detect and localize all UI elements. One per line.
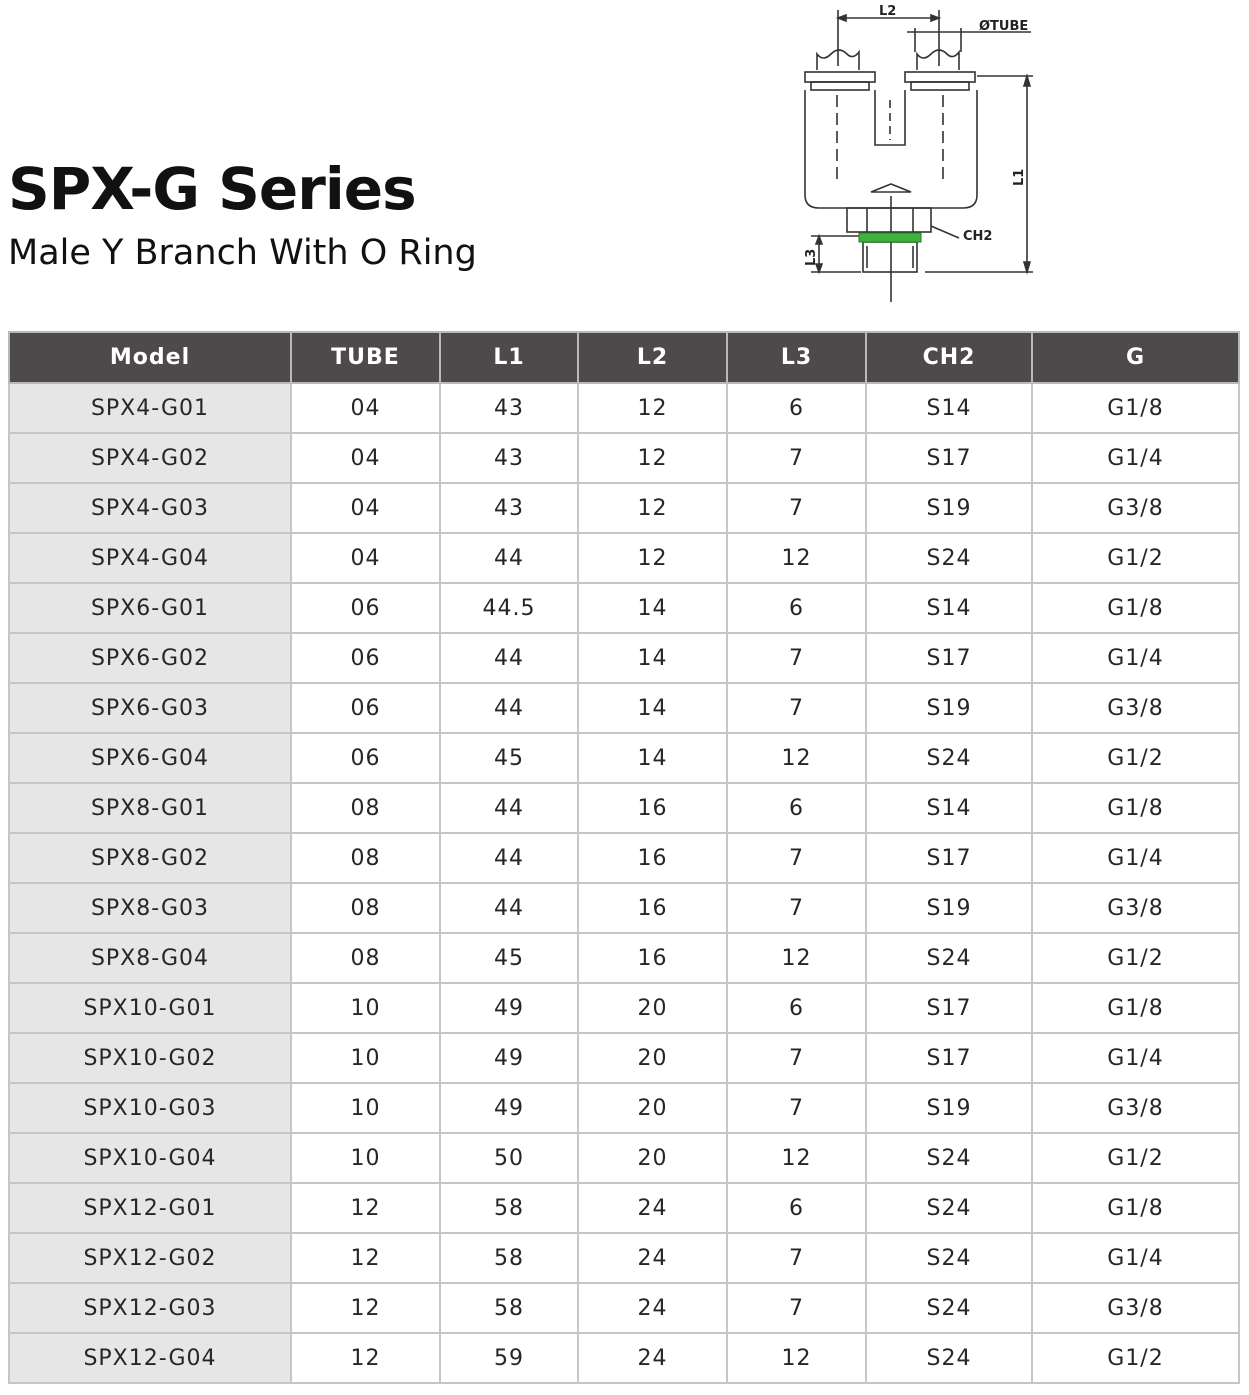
- cell-l2: 12: [578, 383, 727, 433]
- cell-tube: 06: [291, 683, 440, 733]
- cell-model: SPX8-G01: [9, 783, 291, 833]
- specification-table: [8, 331, 1240, 1384]
- cell-l1: 44.5: [440, 583, 578, 633]
- cell-model: SPX10-G02: [9, 1033, 291, 1083]
- table-header-row: [9, 332, 1239, 383]
- cell-model: SPX8-G02: [9, 833, 291, 883]
- cell-l3: 7: [727, 1083, 866, 1133]
- cell-g: G1/8: [1032, 383, 1239, 433]
- cell-tube: 04: [291, 433, 440, 483]
- cell-model: SPX6-G01: [9, 583, 291, 633]
- column-header-model: Model: [9, 332, 291, 383]
- cell-tube: 06: [291, 733, 440, 783]
- cell-l3: 7: [727, 683, 866, 733]
- cell-ch2: S19: [866, 683, 1032, 733]
- cell-ch2: S24: [866, 933, 1032, 983]
- cell-model: SPX12-G04: [9, 1333, 291, 1383]
- cell-g: G1/4: [1032, 833, 1239, 883]
- cell-g: G1/4: [1032, 1033, 1239, 1083]
- cell-l1: 43: [440, 483, 578, 533]
- cell-g: G1/4: [1032, 1233, 1239, 1283]
- cell-l2: 14: [578, 733, 727, 783]
- cell-g: G1/2: [1032, 1333, 1239, 1383]
- cell-tube: 12: [291, 1233, 440, 1283]
- cell-l1: 49: [440, 1033, 578, 1083]
- cell-tube: 10: [291, 983, 440, 1033]
- table-row: [9, 383, 1239, 433]
- table-row: [9, 733, 1239, 783]
- cell-ch2: S24: [866, 733, 1032, 783]
- cell-l2: 12: [578, 533, 727, 583]
- cell-tube: 12: [291, 1333, 440, 1383]
- cell-l2: 24: [578, 1183, 727, 1233]
- cell-l2: 12: [578, 433, 727, 483]
- cell-l3: 12: [727, 1333, 866, 1383]
- cell-ch2: S17: [866, 633, 1032, 683]
- cell-l1: 44: [440, 833, 578, 883]
- cell-ch2: S24: [866, 1133, 1032, 1183]
- cell-ch2: S14: [866, 383, 1032, 433]
- cell-g: G1/2: [1032, 933, 1239, 983]
- cell-model: SPX10-G01: [9, 983, 291, 1033]
- cell-tube: 04: [291, 483, 440, 533]
- cell-l3: 7: [727, 1233, 866, 1283]
- cell-g: G3/8: [1032, 1083, 1239, 1133]
- table-row: [9, 433, 1239, 483]
- table-body: [9, 383, 1239, 1383]
- column-header-g: G: [1032, 332, 1239, 383]
- column-header-l2: L2: [578, 332, 727, 383]
- cell-ch2: S17: [866, 983, 1032, 1033]
- cell-l3: 6: [727, 583, 866, 633]
- cell-tube: 08: [291, 933, 440, 983]
- cell-tube: 08: [291, 883, 440, 933]
- cell-l2: 24: [578, 1283, 727, 1333]
- cell-l3: 12: [727, 933, 866, 983]
- cell-l1: 50: [440, 1133, 578, 1183]
- cell-ch2: S17: [866, 1033, 1032, 1083]
- cell-l3: 7: [727, 433, 866, 483]
- table-row: [9, 633, 1239, 683]
- cell-g: G1/8: [1032, 783, 1239, 833]
- cell-l3: 7: [727, 1033, 866, 1083]
- table-row: [9, 683, 1239, 733]
- cell-ch2: S24: [866, 533, 1032, 583]
- cell-tube: 08: [291, 783, 440, 833]
- cell-l1: 44: [440, 783, 578, 833]
- cell-l2: 20: [578, 983, 727, 1033]
- cell-l1: 45: [440, 733, 578, 783]
- fitting-dimension-diagram: [795, 0, 1045, 310]
- cell-model: SPX10-G04: [9, 1133, 291, 1183]
- cell-ch2: S24: [866, 1283, 1032, 1333]
- table-row: [9, 483, 1239, 533]
- cell-l2: 14: [578, 633, 727, 683]
- cell-l3: 6: [727, 1183, 866, 1233]
- column-header-ch2: CH2: [866, 332, 1032, 383]
- cell-l3: 7: [727, 633, 866, 683]
- cell-ch2: S19: [866, 883, 1032, 933]
- cell-tube: 12: [291, 1183, 440, 1233]
- page-subtitle: Male Y Branch With O Ring: [8, 233, 477, 273]
- cell-l2: 16: [578, 833, 727, 883]
- cell-l1: 58: [440, 1283, 578, 1333]
- cell-l3: 6: [727, 983, 866, 1033]
- cell-l2: 14: [578, 583, 727, 633]
- cell-l1: 44: [440, 883, 578, 933]
- cell-tube: 08: [291, 833, 440, 883]
- cell-l3: 7: [727, 1283, 866, 1333]
- cell-model: SPX8-G04: [9, 933, 291, 983]
- cell-g: G1/2: [1032, 533, 1239, 583]
- cell-l3: 12: [727, 733, 866, 783]
- cell-l2: 16: [578, 883, 727, 933]
- column-header-l3: L3: [727, 332, 866, 383]
- cell-l2: 24: [578, 1333, 727, 1383]
- cell-g: G3/8: [1032, 883, 1239, 933]
- cell-l3: 12: [727, 533, 866, 583]
- page-title: SPX-G Series: [8, 155, 416, 223]
- ch2-label: CH2: [963, 229, 993, 244]
- table-row: [9, 1083, 1239, 1133]
- l2-label: L2: [879, 4, 897, 19]
- cell-g: G3/8: [1032, 683, 1239, 733]
- cell-tube: 06: [291, 633, 440, 683]
- cell-ch2: S24: [866, 1183, 1032, 1233]
- table-row: [9, 1133, 1239, 1183]
- cell-g: G1/4: [1032, 633, 1239, 683]
- cell-l3: 6: [727, 383, 866, 433]
- cell-l2: 20: [578, 1033, 727, 1083]
- cell-g: G1/8: [1032, 1183, 1239, 1233]
- cell-model: SPX8-G03: [9, 883, 291, 933]
- table-row: [9, 1283, 1239, 1333]
- cell-l1: 43: [440, 433, 578, 483]
- cell-ch2: S14: [866, 583, 1032, 633]
- tube-label: ØTUBE: [979, 19, 1029, 34]
- cell-model: SPX12-G03: [9, 1283, 291, 1333]
- cell-l1: 44: [440, 633, 578, 683]
- cell-model: SPX6-G04: [9, 733, 291, 783]
- cell-tube: 04: [291, 533, 440, 583]
- table-row: [9, 583, 1239, 633]
- cell-ch2: S19: [866, 1083, 1032, 1133]
- table-row: [9, 833, 1239, 883]
- cell-ch2: S14: [866, 783, 1032, 833]
- cell-l1: 44: [440, 683, 578, 733]
- cell-ch2: S24: [866, 1333, 1032, 1383]
- cell-model: SPX6-G03: [9, 683, 291, 733]
- cell-model: SPX4-G01: [9, 383, 291, 433]
- cell-model: SPX12-G01: [9, 1183, 291, 1233]
- cell-g: G3/8: [1032, 1283, 1239, 1333]
- cell-model: SPX12-G02: [9, 1233, 291, 1283]
- cell-ch2: S17: [866, 833, 1032, 883]
- cell-l1: 58: [440, 1183, 578, 1233]
- table-row: [9, 1233, 1239, 1283]
- cell-l1: 43: [440, 383, 578, 433]
- cell-model: SPX4-G04: [9, 533, 291, 583]
- cell-l2: 12: [578, 483, 727, 533]
- cell-ch2: S17: [866, 433, 1032, 483]
- table-row: [9, 883, 1239, 933]
- cell-l3: 7: [727, 483, 866, 533]
- cell-l3: 7: [727, 833, 866, 883]
- column-header-tube: TUBE: [291, 332, 440, 383]
- cell-tube: 06: [291, 583, 440, 633]
- table-row: [9, 1033, 1239, 1083]
- cell-l1: 49: [440, 1083, 578, 1133]
- cell-tube: 10: [291, 1133, 440, 1183]
- column-header-l1: L1: [440, 332, 578, 383]
- cell-l3: 7: [727, 883, 866, 933]
- cell-tube: 10: [291, 1033, 440, 1083]
- cell-l2: 14: [578, 683, 727, 733]
- cell-l2: 20: [578, 1083, 727, 1133]
- table-row: [9, 1333, 1239, 1383]
- cell-l2: 16: [578, 933, 727, 983]
- cell-g: G1/4: [1032, 433, 1239, 483]
- cell-model: SPX10-G03: [9, 1083, 291, 1133]
- table-row: [9, 933, 1239, 983]
- cell-ch2: S19: [866, 483, 1032, 533]
- cell-l1: 59: [440, 1333, 578, 1383]
- table-row: [9, 983, 1239, 1033]
- cell-g: G1/8: [1032, 983, 1239, 1033]
- table-row: [9, 783, 1239, 833]
- l1-label: L1: [1012, 168, 1027, 186]
- l3-label: L3: [804, 248, 819, 266]
- cell-l1: 44: [440, 533, 578, 583]
- cell-g: G3/8: [1032, 483, 1239, 533]
- cell-model: SPX4-G03: [9, 483, 291, 533]
- cell-model: SPX4-G02: [9, 433, 291, 483]
- cell-g: G1/2: [1032, 733, 1239, 783]
- table-row: [9, 533, 1239, 583]
- cell-l1: 58: [440, 1233, 578, 1283]
- cell-tube: 12: [291, 1283, 440, 1333]
- cell-g: G1/8: [1032, 583, 1239, 633]
- cell-g: G1/2: [1032, 1133, 1239, 1183]
- cell-ch2: S24: [866, 1233, 1032, 1283]
- cell-l3: 12: [727, 1133, 866, 1183]
- cell-tube: 04: [291, 383, 440, 433]
- cell-model: SPX6-G02: [9, 633, 291, 683]
- cell-tube: 10: [291, 1083, 440, 1133]
- cell-l1: 45: [440, 933, 578, 983]
- cell-l1: 49: [440, 983, 578, 1033]
- cell-l2: 16: [578, 783, 727, 833]
- cell-l3: 6: [727, 783, 866, 833]
- table-row: [9, 1183, 1239, 1233]
- cell-l2: 24: [578, 1233, 727, 1283]
- cell-l2: 20: [578, 1133, 727, 1183]
